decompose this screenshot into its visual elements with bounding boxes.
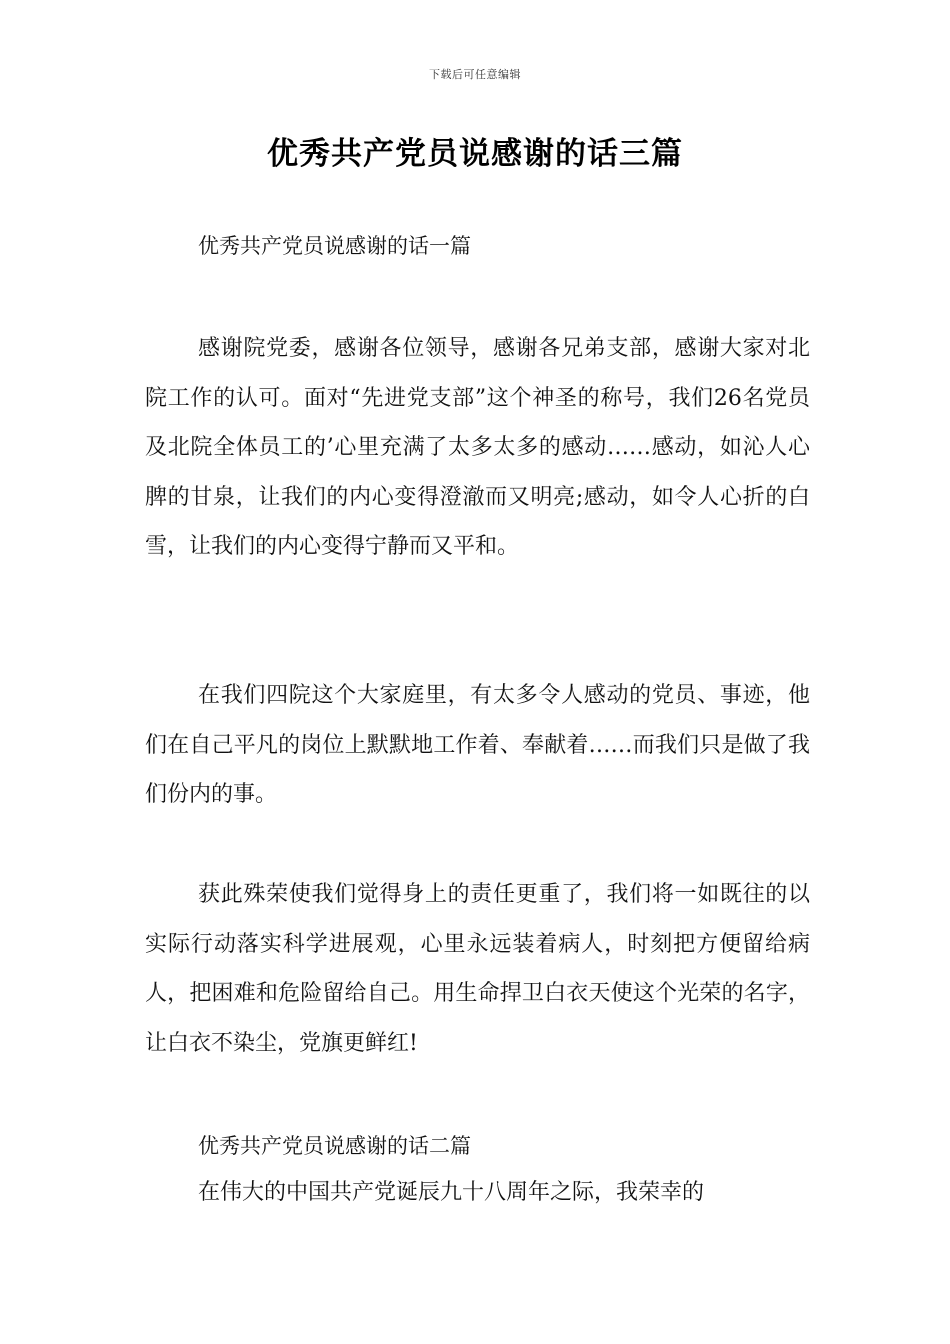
paragraph-3: 获此殊荣使我们觉得身上的责任更重了，我们将一如既往的以实际行动落实科学进展观，心里永远装着病人，时刻把方便留给病人，把困难和危险留给自己。用生命捍卫白衣天使这个光荣的名字，让白衣不染尘，党旗更鲜红! (145, 882, 810, 1056)
document-title: 优秀共产党员说感谢的话三篇 (267, 136, 683, 172)
header-note: 下载后可任意编辑 (429, 68, 521, 81)
section-heading-2: 优秀共产党员说感谢的话二篇 (198, 1134, 471, 1158)
paragraph-2: 在我们四院这个大家庭里，有太多令人感动的党员、事迹，他们在自己平凡的岗位上默默地工作着、奉献着……而我们只是做了我们份内的事。 (145, 683, 810, 807)
paragraph-4: 在伟大的中国共产党诞辰九十八周年之际，我荣幸的 (198, 1180, 705, 1205)
section-heading-1: 优秀共产党员说感谢的话一篇 (198, 234, 471, 258)
paragraph-1: 感谢院党委，感谢各位领导，感谢各兄弟支部，感谢大家对北院工作的认可。面对“先进党支部”这个神圣的称号，我们26名党员及北院全体员工的’心里充满了太多太多的感动……感动，如沁人心脾的甘泉，让我们的内心变得澄澈而又明亮;感动，如令人心折的白雪，让我们的内心变得宁静而又平和。 (145, 336, 810, 559)
